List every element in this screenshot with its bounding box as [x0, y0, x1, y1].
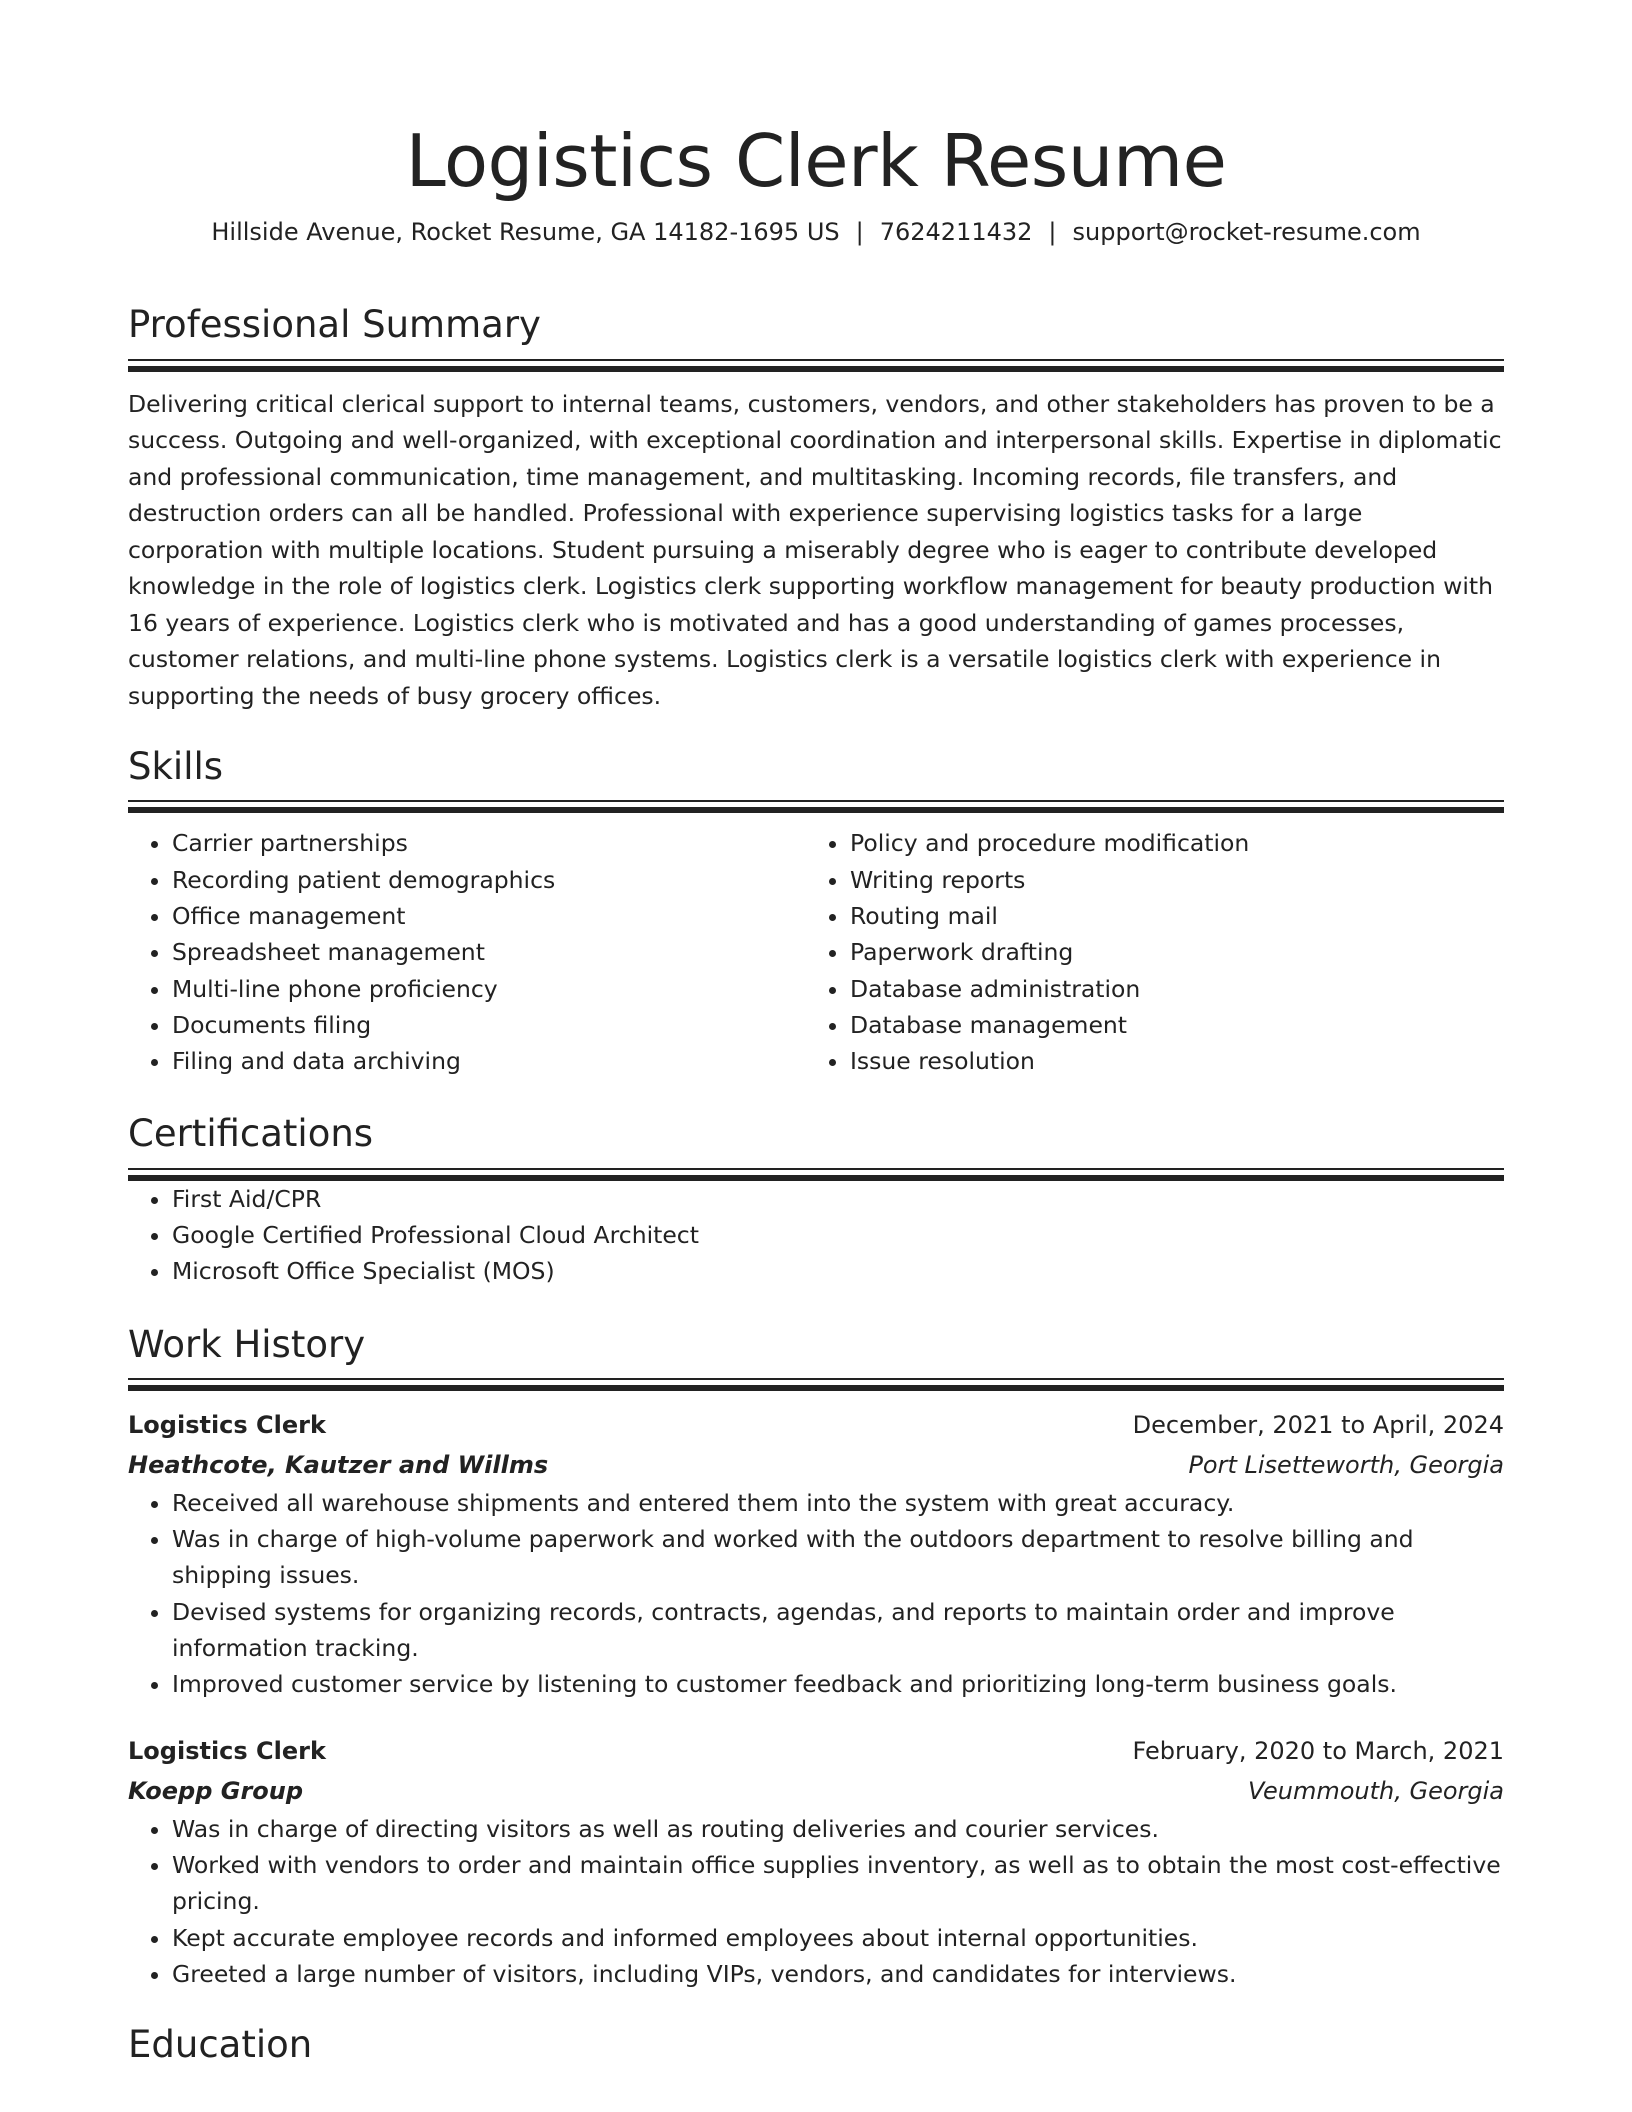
skill-item: • Writing reports: [850, 862, 1484, 898]
job-header-row: [128, 1405, 1504, 1445]
job-entry: [128, 1731, 1504, 1992]
job-duty-item: • Received all warehouse shipments and entered them into the system with great accuracy.: [172, 1485, 1504, 1521]
skill-item: • Filing and data archiving: [172, 1043, 806, 1079]
skill-item: • Office management: [172, 898, 806, 934]
skill-item: • Paperwork drafting: [850, 934, 1484, 970]
skills-section: [128, 744, 1504, 1079]
section-rule-thin: [128, 1168, 1504, 1170]
job-duty-item: • Was in charge of high-volume paperwork and worked with the outdoors department to resolve billing and shipping issues.: [172, 1521, 1504, 1594]
skills-list-left: [128, 825, 806, 1079]
resume-title: Logistics Clerk Resume: [405, 119, 1227, 203]
skills-list-right: [806, 825, 1484, 1079]
job-entry: [128, 1405, 1504, 1703]
job-duties-list: [128, 1485, 1504, 1703]
section-heading-education: Education: [128, 2023, 313, 2067]
skill-item: • Carrier partnerships: [172, 825, 806, 861]
section-rule-thick: [128, 807, 1504, 813]
skill-item: • Recording patient demographics: [172, 862, 806, 898]
job-duties-list: [128, 1811, 1504, 1992]
certifications-list: [128, 1181, 1504, 1290]
certifications-section: [128, 1111, 1504, 1289]
job-company: Koepp Group: [128, 1776, 304, 1805]
skills-column-left: [128, 825, 806, 1079]
contact-separator: |: [855, 218, 864, 247]
job-header-row: [128, 1731, 1504, 1771]
contact-phone: 7624211432: [879, 218, 1033, 247]
job-duty-item: • Kept accurate employee records and informed employees about internal opportunities.: [172, 1920, 1504, 1956]
skill-item: • Multi-line phone proficiency: [172, 971, 806, 1007]
certification-item: • First Aid/CPR: [172, 1181, 1504, 1217]
section-rule-thin: [128, 1378, 1504, 1380]
skill-item: • Database administration: [850, 971, 1484, 1007]
job-duty-item: • Greeted a large number of visitors, including VIPs, vendors, and candidates for interviews.: [172, 1956, 1504, 1992]
contact-line: [128, 218, 1504, 246]
contact-email: support@rocket-resume.com: [1072, 218, 1421, 247]
resume-page: [128, 118, 1504, 2068]
section-rule-thin: [128, 359, 1504, 361]
section-heading-skills: Skills: [128, 745, 224, 789]
job-location: Veummouth, Georgia: [1247, 1776, 1504, 1805]
job-duty-item: • Was in charge of directing visitors as well as routing deliveries and courier services.: [172, 1811, 1504, 1847]
certification-item: • Microsoft Office Specialist (MOS): [172, 1253, 1504, 1289]
job-duty-item: • Devised systems for organizing records, contracts, agendas, and reports to maintain order and improve information tracking.: [172, 1594, 1504, 1667]
job-dates: December, 2021 to April, 2024: [1132, 1410, 1504, 1439]
job-location: Port Lisetteworth, Georgia: [1188, 1450, 1504, 1479]
job-duty-item: • Worked with vendors to order and maintain office supplies inventory, as well as to obtain the most cost-effective pricing.: [172, 1847, 1504, 1920]
job-title: Logistics Clerk: [128, 1736, 326, 1765]
job-title: Logistics Clerk: [128, 1410, 326, 1439]
section-heading-work-history: Work History: [128, 1322, 366, 1366]
section-heading-summary: Professional Summary: [128, 303, 541, 347]
skill-item: • Documents filing: [172, 1007, 806, 1043]
section-rule-thin: [128, 800, 1504, 802]
job-company: Heathcote, Kautzer and Willms: [128, 1450, 549, 1479]
education-section: [128, 2022, 1504, 2068]
skill-item: • Policy and procedure modification: [850, 825, 1484, 861]
skill-item: • Issue resolution: [850, 1043, 1484, 1079]
section-rule-thick: [128, 366, 1504, 372]
certification-item: • Google Certified Professional Cloud Architect: [172, 1217, 1504, 1253]
work-history-section: [128, 1322, 1504, 1993]
summary-text: Delivering critical clerical support to internal teams, customers, vendors, and other stakeholders has proven to be a success. Outgoing and well-organized, with exceptional coordination and interpersonal skills. Expertise in diplomatic and professional communication, time management, and multitasking. Incoming records, file transfers, and destruction orders can all be handled. Professional with experience supervising logistics tasks for a large corporation with multiple locations. Student pursuing a miserably degree who is eager to contribute developed knowledge in the role of logistics clerk. Logistics clerk supporting workflow management for beauty production with 16 years of experience. Logistics clerk who is motivated and has a good understanding of games processes, customer relations, and multi-line phone systems. Logistics clerk is a versatile logistics clerk with experience in supporting the needs of busy grocery offices.: [128, 389, 1502, 710]
job-dates: February, 2020 to March, 2021: [1132, 1736, 1504, 1765]
skill-item: • Spreadsheet management: [172, 934, 806, 970]
contact-address: Hillside Avenue, Rocket Resume, GA 14182-1695 US: [211, 218, 840, 247]
job-duty-item: • Improved customer service by listening to customer feedback and prioritizing long-term business goals.: [172, 1666, 1504, 1702]
job-company-row: [128, 1445, 1504, 1485]
job-company-row: [128, 1771, 1504, 1811]
skills-grid: [128, 825, 1504, 1079]
section-rule-thick: [128, 1385, 1504, 1391]
skills-column-right: [806, 825, 1484, 1079]
summary-section: [128, 302, 1504, 714]
section-heading-certifications: Certifications: [128, 1112, 374, 1156]
skill-item: • Routing mail: [850, 898, 1484, 934]
skill-item: • Database management: [850, 1007, 1484, 1043]
contact-separator: |: [1048, 218, 1057, 247]
